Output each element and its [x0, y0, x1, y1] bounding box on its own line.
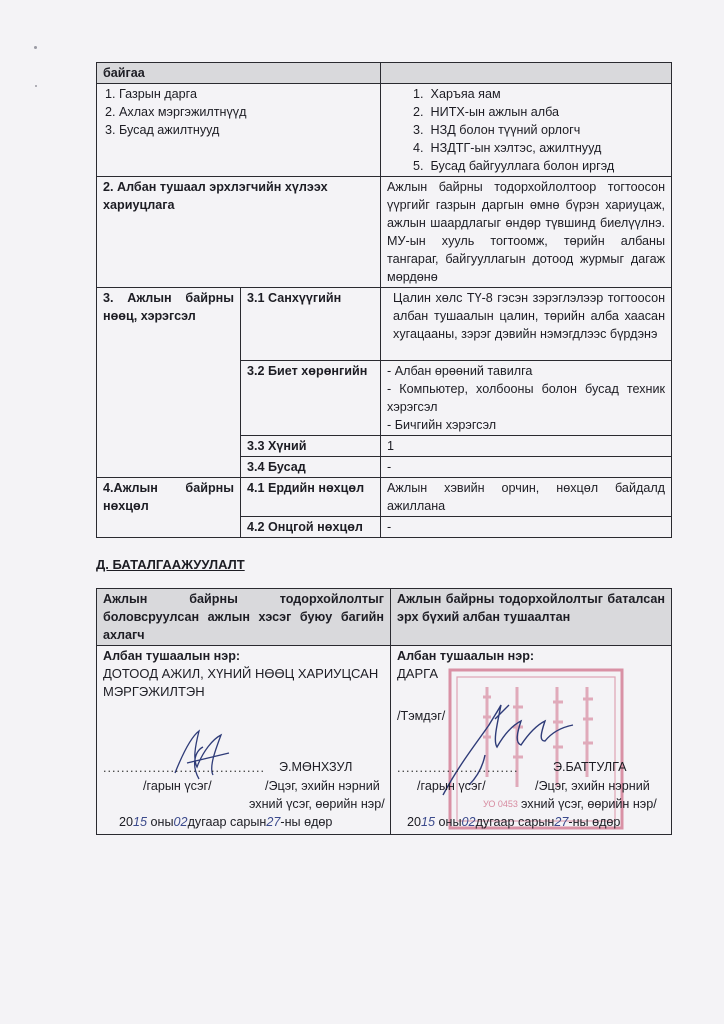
preparer-name-caption: /Эцэг, эхийн нэрний: [265, 779, 380, 793]
list-item: 1. Харъяа яам: [413, 87, 501, 101]
internal-contacts-cell: [97, 84, 381, 177]
approver-sign-caption: /гарын үсэг/: [417, 779, 486, 793]
normal-condition-text: Ажлын хэвийн орчин, нөхцөл байдалд ажиллана: [387, 481, 666, 513]
financial-text: Цалин хөлс ТҮ-8 гэсэн зэрэглэлээр тогтоосон албан тушаалын цалин, төрийн алба хаасан хугацааны, зэрэг дэвийн нэмэгдлээс бүрдэнэ: [393, 291, 666, 341]
other-label-cell: [241, 457, 381, 478]
list-item: - Бичгийн хэрэгсэл: [387, 418, 497, 432]
preparer-header-cell: [97, 589, 391, 646]
resources-label-cell: [97, 288, 241, 478]
list-item: 5. Бусад байгууллага болон иргэд: [413, 159, 615, 173]
table-row: [97, 478, 672, 517]
scan-speck: [34, 46, 37, 49]
resources-label: 3. Ажлын байрны нөөц, хэрэгсэл: [103, 291, 234, 323]
normal-text-cell: [381, 478, 672, 517]
responsibility-label: 2. Албан тушаал эрхлэгчийн хүлээх хариуцлага: [103, 180, 328, 212]
preparer-date: 2015 оны02дугаар сарын27-ны өдөр: [119, 815, 333, 829]
approval-table: [96, 588, 672, 835]
preparer-header: Ажлын байрны тодорхойлолтыг боловсруулсан ажлын хэсэг буюу багийн ахлагч: [103, 592, 384, 642]
preparer-name-caption-2: эхний үсэг, өөрийн нэр/: [249, 797, 385, 811]
table-row: [97, 84, 672, 177]
responsibility-text-cell: [381, 177, 672, 288]
preparer-signature-cell: [97, 646, 391, 835]
list-item: 4. НЗДТГ-ын хэлтэс, ажилтнууд: [413, 141, 602, 155]
list-item: - Компьютер, холбооны болон бусад техник хэрэгсэл: [387, 382, 666, 414]
approver-signature-cell: [391, 646, 672, 835]
table-row: [97, 288, 672, 361]
preparer-name: Э.МӨНХЗУЛ: [279, 760, 353, 774]
list-item: 3. Бусад ажилтнууд: [105, 123, 220, 137]
conditions-label: 4.Ажлын байрны нөхцөл: [103, 481, 234, 513]
list-item: - Албан өрөөний тавилга: [387, 364, 533, 378]
other-value-cell: [381, 457, 672, 478]
physical-label-cell: [241, 361, 381, 436]
approver-header: Ажлын байрны тодорхойлолтыг баталсан эрх бүхий албан тушаалтан: [397, 592, 665, 624]
relations-header-label: байгаа: [103, 66, 145, 80]
preparer-signature-line: ....................................: [103, 761, 265, 775]
approver-signature-line: ...........................: [397, 761, 519, 775]
table-row: [97, 646, 672, 835]
physical-label: 3.2 Биет хөрөнгийн: [247, 364, 368, 378]
normal-condition-label: 4.1 Ердийн нөхцөл: [247, 481, 365, 495]
special-condition-label: 4.2 Онцгой нөхцөл: [247, 520, 363, 534]
financial-label-cell: [241, 288, 381, 361]
approver-date: 2015 оны02дугаар сарын27-ны өдөр: [407, 815, 621, 829]
preparer-sign-caption: /гарын үсэг/: [143, 779, 212, 793]
seal-label: /Тэмдэг/: [397, 709, 446, 723]
relations-header-cell: [97, 63, 381, 84]
approver-role-label: Албан тушаалын нэр:: [397, 649, 535, 663]
table-row: [97, 177, 672, 288]
other-value: -: [387, 460, 392, 474]
approver-name-caption-2: эхний үсэг, өөрийн нэр/: [521, 797, 657, 811]
preparer-role-label: Албан тушаалын нэр:: [103, 649, 241, 663]
external-contacts-list: [387, 85, 665, 175]
approver-header-cell: [391, 589, 672, 646]
relations-header-cell-right: [381, 63, 672, 84]
approver-name: Э.БАТТУЛГА: [553, 760, 627, 774]
section-d-title: Д. БАТАЛГААЖУУЛАЛТ: [96, 557, 245, 572]
human-value: 1: [387, 439, 395, 453]
human-label: 3.3 Хүний: [247, 439, 307, 453]
table-row: [97, 589, 672, 646]
normal-label-cell: [241, 478, 381, 517]
financial-label: 3.1 Санхүүгийн: [247, 291, 342, 305]
approver-role-value: ДАРГА: [397, 666, 438, 681]
conditions-label-cell: [97, 478, 241, 538]
table-row: [97, 63, 672, 84]
external-contacts-cell: [381, 84, 672, 177]
human-value-cell: [381, 436, 672, 457]
special-condition-value: -: [387, 520, 392, 534]
seal-number: УО 0453: [483, 799, 518, 809]
list-item: 3. НЗД болон түүний орлогч: [413, 123, 581, 137]
physical-items-cell: [381, 361, 672, 436]
list-item: 2. Ахлах мэргэжилтнүүд: [105, 105, 247, 119]
special-value-cell: [381, 517, 672, 538]
list-item: 2. НИТХ-ын ажлын алба: [413, 105, 560, 119]
financial-text-cell: [381, 288, 672, 361]
internal-contacts-list: [103, 85, 374, 139]
preparer-role-value: ДОТООД АЖИЛ, ХҮНИЙ НӨӨЦ ХАРИУЦСАН МЭРГЭЖИЛТЭН: [103, 666, 379, 699]
human-label-cell: [241, 436, 381, 457]
approver-name-caption: /Эцэг, эхийн нэрний: [535, 779, 650, 793]
responsibility-text: Ажлын байрны тодорхойлолтоор тогтоосон үүргийг газрын даргын өмнө бүрэн хариуцаж, ажлын шаардлагыг өндөр түвшинд биелүүлнэ. МУ-ын хууль тогтоомж, төрийн албаны тангараг, байгууллагын дотоод журмыг дагаж мөрдөнө: [387, 180, 666, 284]
other-label: 3.4 Бусад: [247, 460, 306, 474]
scan-speck: [35, 85, 37, 87]
list-item: 1. Газрын дарга: [105, 87, 197, 101]
responsibility-label-cell: [97, 177, 381, 288]
special-label-cell: [241, 517, 381, 538]
job-description-table: [96, 62, 672, 538]
